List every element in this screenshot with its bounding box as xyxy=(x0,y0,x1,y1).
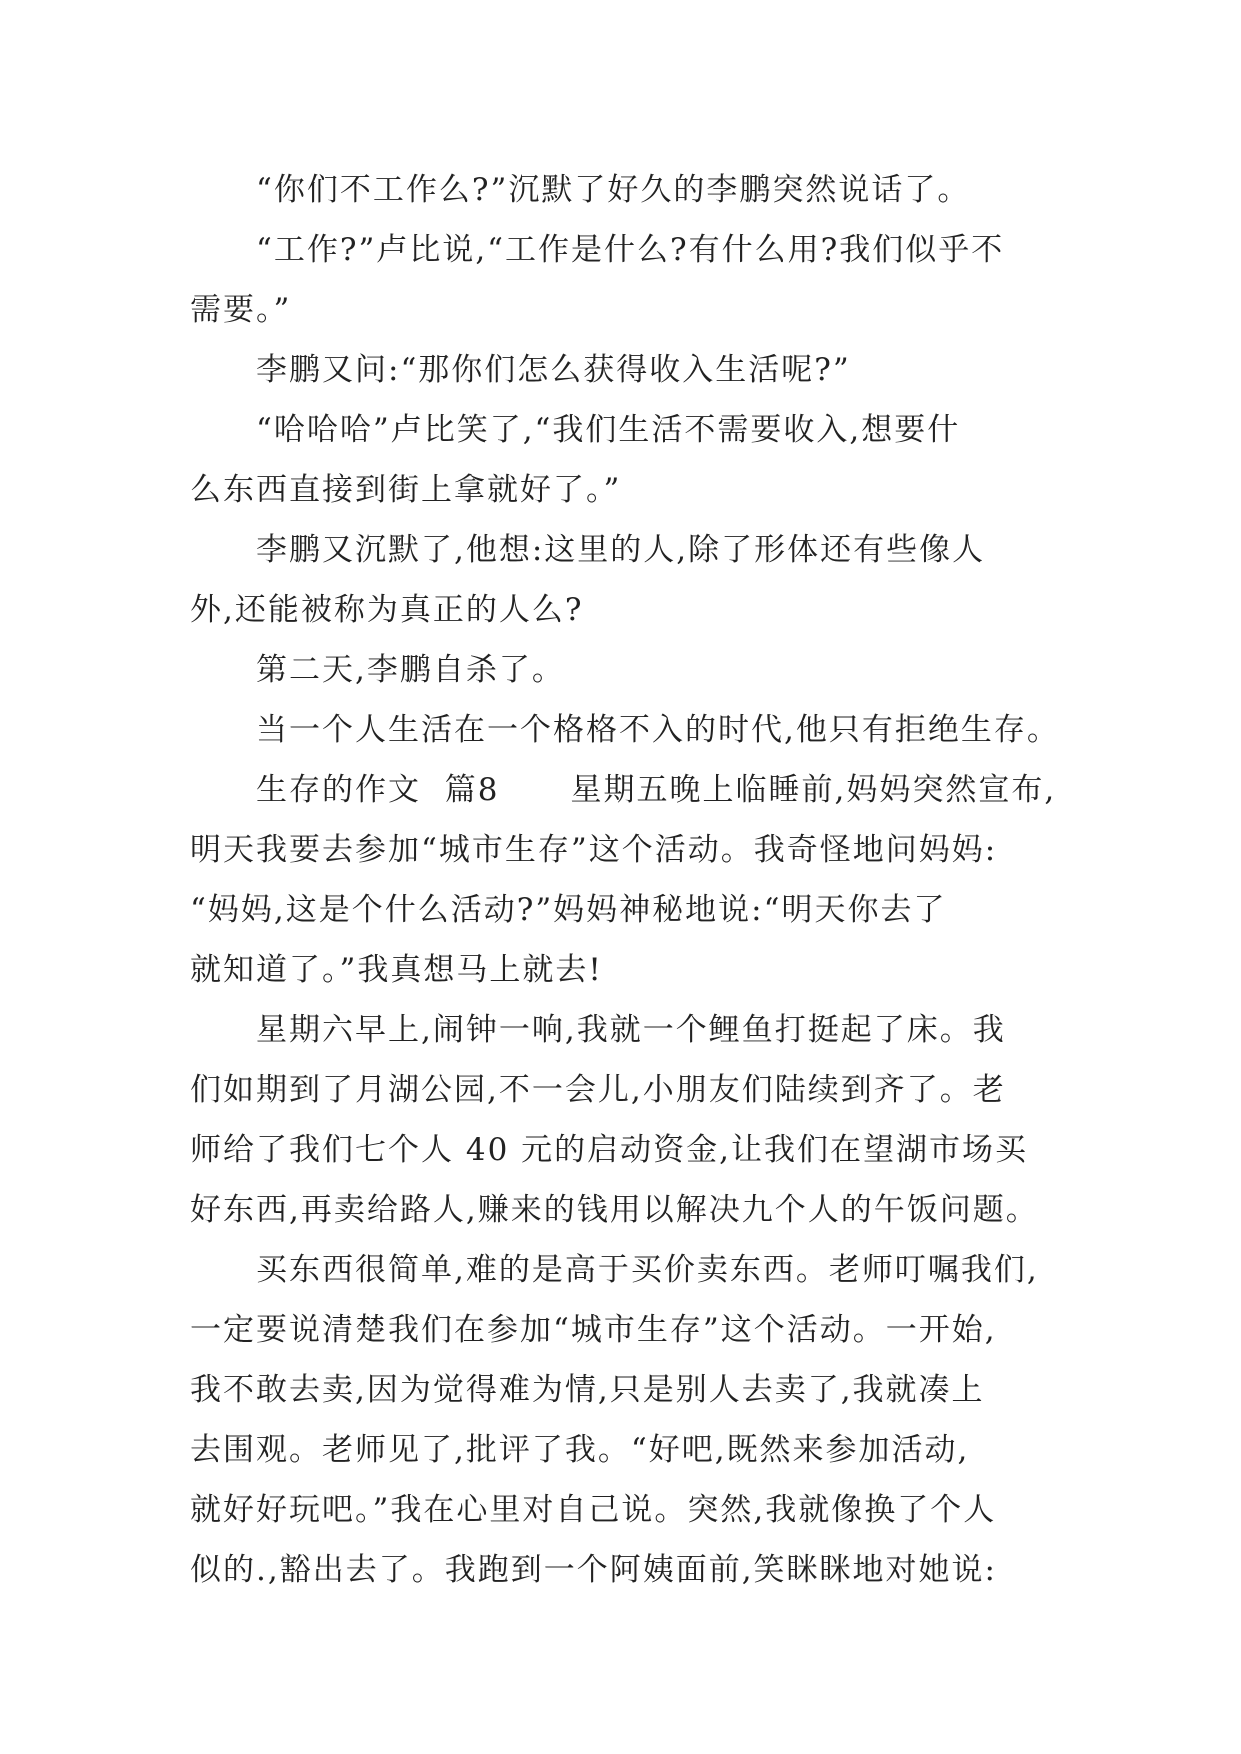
text-line: 好东西,再卖给路人,赚来的钱用以解决九个人的午饭问题。 xyxy=(190,1192,1039,1228)
text-line: 就知道了。”我真想马上就去! xyxy=(190,952,603,988)
text-line: 需要。” xyxy=(190,292,292,328)
text-line: 似的.,豁出去了。我跑到一个阿姨面前,笑眯眯地对她说: xyxy=(190,1552,998,1588)
text-line: 李鹏又问:“那你们怎么获得收入生活呢?” xyxy=(256,352,851,388)
text-line: 买东西很简单,难的是高于买价卖东西。老师叮嘱我们, xyxy=(256,1252,1039,1288)
text-line: 第二天,李鹏自杀了。 xyxy=(256,652,565,688)
essay-text xyxy=(190,160,1090,1600)
text-line: “工作?”卢比说,“工作是什么?有什么用?我们似乎不 xyxy=(256,232,1005,268)
text-line: 去围观。老师见了,批评了我。“好吧,既然来参加活动, xyxy=(190,1432,970,1468)
text-line: 明天我要去参加“城市生存”这个活动。我奇怪地问妈妈: xyxy=(190,832,998,868)
text-line: 李鹏又沉默了,他想:这里的人,除了形体还有些像人 xyxy=(256,532,986,568)
text-line: 外,还能被称为真正的人么? xyxy=(190,592,584,628)
text-line: “哈哈哈”卢比笑了,“我们生活不需要收入,想要什 xyxy=(256,412,961,448)
text-line: 一定要说清楚我们在参加“城市生存”这个活动。一开始, xyxy=(190,1312,997,1348)
text-line: 么东西直接到街上拿就好了。” xyxy=(190,472,622,508)
text-line: 生存的作文 篇8 星期五晚上临睡前,妈妈突然宣布, xyxy=(256,772,1057,808)
text-line: 就好好玩吧。”我在心里对自己说。突然,我就像换了个人 xyxy=(190,1492,997,1528)
text-line: 师给了我们七个人 40 元的启动资金,让我们在望湖市场买 xyxy=(190,1132,1029,1168)
text-line: 我不敢去卖,因为觉得难为情,只是别人去卖了,我就凑上 xyxy=(190,1372,985,1408)
text-line: 星期六早上,闹钟一响,我就一个鲤鱼打挺起了床。我 xyxy=(256,1012,1006,1048)
text-line: “你们不工作么?”沉默了好久的李鹏突然说话了。 xyxy=(256,172,971,208)
text-line: 当一个人生活在一个格格不入的时代,他只有拒绝生存。 xyxy=(256,712,1060,748)
text-line: 们如期到了月湖公园,不一会儿,小朋友们陆续到齐了。老 xyxy=(190,1072,1006,1108)
text-line: “妈妈,这是个什么活动?”妈妈神秘地说:“明天你去了 xyxy=(190,892,947,928)
